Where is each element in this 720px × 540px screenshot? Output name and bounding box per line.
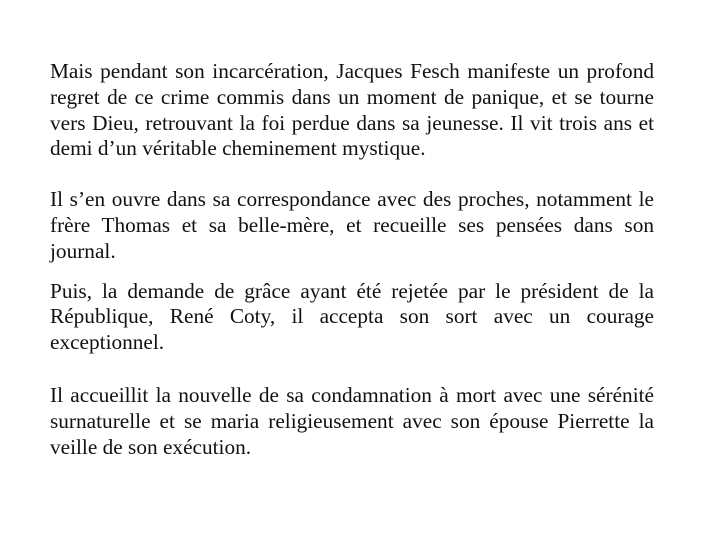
paragraph-pardon-rejected: Puis, la demande de grâce ayant été rejetée par le président de la République, René Coty, il accepta son sort avec un courage exceptionnel. — [50, 278, 654, 355]
paragraph-correspondence: Il s’en ouvre dans sa correspondance avec des proches, notamment le frère Thomas et sa belle-mère, et recueille ses pensées dans son journal. — [50, 187, 654, 263]
paragraph-condemnation: Il accueillit la nouvelle de sa condamnation à mort avec une sérénité surnaturelle et se maria religieusement avec son épouse Pierrette la veille de son exécution. — [50, 382, 654, 459]
paragraph-incarceration: Mais pendant son incarcération, Jacques Fesch manifeste un profond regret de ce crime commis dans un moment de panique, et se tourne vers Dieu, retrouvant la foi perdue dans sa jeunesse. Il vit trois ans et demi d’un véritable cheminement mystique. — [50, 59, 654, 161]
document-body — [50, 59, 654, 460]
